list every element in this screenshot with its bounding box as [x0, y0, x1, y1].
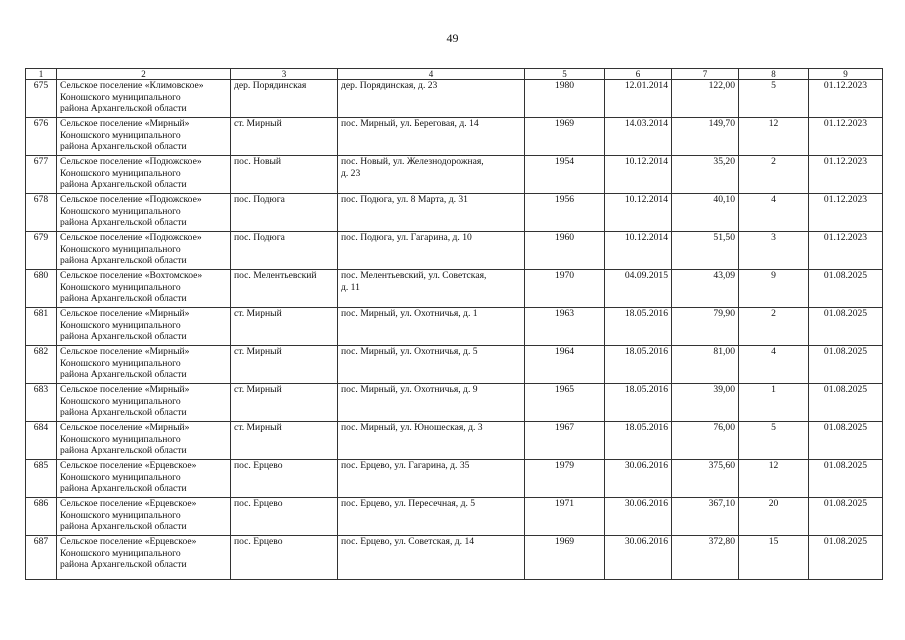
row-number-cell: 680 — [26, 270, 57, 308]
address-cell-line: пос. Новый, ул. Железнодорожная, — [341, 156, 484, 167]
column-header-6: 6 — [605, 69, 672, 80]
settlement-cell-line: Коношского муниципального — [60, 433, 181, 445]
locality-cell: пос. Ерцево — [231, 460, 338, 498]
locality-cell: ст. Мирный — [231, 308, 338, 346]
area-cell: 372,80 — [672, 536, 739, 580]
date-cell: 18.05.2016 — [605, 308, 672, 346]
year-cell: 1960 — [525, 232, 605, 270]
deadline-cell: 01.08.2025 — [809, 384, 883, 422]
address-cell — [338, 156, 525, 194]
address-cell-line: д. 11 — [341, 281, 360, 293]
count-cell: 4 — [739, 346, 809, 384]
settlement-cell-line: Сельское поселение «Ерцевское» — [60, 498, 197, 509]
row-number-cell: 686 — [26, 498, 57, 536]
year-cell: 1979 — [525, 460, 605, 498]
settlement-cell-line: Сельское поселение «Ерцевское» — [60, 536, 197, 547]
settlement-cell-line: Коношского муниципального — [60, 91, 181, 103]
locality-cell: пос. Ерцево — [231, 536, 338, 580]
row-number-cell: 679 — [26, 232, 57, 270]
address-cell-line: пос. Ерцево, ул. Пересечная, д. 5 — [341, 498, 476, 509]
settlement-cell-line: Сельское поселение «Мирный» — [60, 118, 190, 129]
settlement-cell-line: Сельское поселение «Мирный» — [60, 346, 190, 357]
count-cell: 2 — [739, 156, 809, 194]
settlement-cell-line: Коношского муниципального — [60, 129, 181, 141]
settlement-cell-line: Сельское поселение «Климовское» — [60, 80, 204, 91]
settlement-cell-line: района Архангельской области — [60, 559, 187, 571]
year-cell: 1971 — [525, 498, 605, 536]
settlement-cell-line: Сельское поселение «Подюжское» — [60, 156, 202, 167]
deadline-cell: 01.12.2023 — [809, 232, 883, 270]
area-cell: 375,60 — [672, 460, 739, 498]
date-cell: 30.06.2016 — [605, 498, 672, 536]
deadline-cell: 01.08.2025 — [809, 422, 883, 460]
year-cell: 1954 — [525, 156, 605, 194]
settlement-cell — [57, 422, 231, 460]
settlement-cell-line: Коношского муниципального — [60, 319, 181, 331]
settlement-cell — [57, 232, 231, 270]
settlement-cell — [57, 498, 231, 536]
settlement-cell — [57, 194, 231, 232]
settlement-cell-line: Коношского муниципального — [60, 205, 181, 217]
count-cell: 9 — [739, 270, 809, 308]
address-cell — [338, 460, 525, 498]
count-cell: 3 — [739, 232, 809, 270]
settlement-cell-line: района Архангельской области — [60, 407, 187, 419]
address-cell — [338, 422, 525, 460]
settlement-cell-line: района Архангельской области — [60, 445, 187, 457]
address-cell-line: пос. Ерцево, ул. Советская, д. 14 — [341, 536, 475, 547]
locality-cell: пос. Подюга — [231, 194, 338, 232]
address-cell — [338, 270, 525, 308]
settlement-cell-line: района Архангельской области — [60, 255, 187, 267]
date-cell: 10.12.2014 — [605, 156, 672, 194]
settlement-cell-line: района Архангельской области — [60, 293, 187, 305]
area-cell: 149,70 — [672, 118, 739, 156]
column-number-row — [26, 69, 883, 80]
row-number-cell: 687 — [26, 536, 57, 580]
settlement-cell-line: Коношского муниципального — [60, 167, 181, 179]
address-cell — [338, 498, 525, 536]
settlement-cell — [57, 460, 231, 498]
settlement-cell-line: Коношского муниципального — [60, 357, 181, 369]
column-header-5: 5 — [525, 69, 605, 80]
address-cell-line: пос. Мирный, ул. Береговая, д. 14 — [341, 118, 479, 129]
column-header-7: 7 — [672, 69, 739, 80]
date-cell: 18.05.2016 — [605, 346, 672, 384]
area-cell: 81,00 — [672, 346, 739, 384]
locality-cell: дер. Порядинская — [231, 80, 338, 118]
address-cell-line: пос. Мелентьевский, ул. Советская, — [341, 270, 487, 281]
locality-cell: ст. Мирный — [231, 118, 338, 156]
settlement-cell-line: района Архангельской области — [60, 483, 187, 495]
address-cell-line: пос. Подюга, ул. Гагарина, д. 10 — [341, 232, 472, 243]
area-cell: 39,00 — [672, 384, 739, 422]
table-row — [26, 384, 883, 422]
address-cell-line: пос. Подюга, ул. 8 Марта, д. 31 — [341, 194, 468, 205]
date-cell: 12.01.2014 — [605, 80, 672, 118]
settlement-cell-line: района Архангельской области — [60, 331, 187, 343]
settlement-cell — [57, 536, 231, 580]
deadline-cell: 01.08.2025 — [809, 308, 883, 346]
table-row — [26, 80, 883, 118]
area-cell: 79,90 — [672, 308, 739, 346]
area-cell: 367,10 — [672, 498, 739, 536]
table-row — [26, 346, 883, 384]
deadline-cell: 01.08.2025 — [809, 498, 883, 536]
locality-cell: ст. Мирный — [231, 422, 338, 460]
row-number-cell: 675 — [26, 80, 57, 118]
settlement-cell — [57, 80, 231, 118]
date-cell: 30.06.2016 — [605, 460, 672, 498]
locality-cell: ст. Мирный — [231, 346, 338, 384]
deadline-cell: 01.12.2023 — [809, 156, 883, 194]
locality-cell: ст. Мирный — [231, 384, 338, 422]
deadline-cell: 01.12.2023 — [809, 194, 883, 232]
registry-body — [26, 80, 883, 580]
year-cell: 1963 — [525, 308, 605, 346]
area-cell: 35,20 — [672, 156, 739, 194]
date-cell: 10.12.2014 — [605, 194, 672, 232]
settlement-cell — [57, 346, 231, 384]
table-row — [26, 118, 883, 156]
row-number-cell: 676 — [26, 118, 57, 156]
date-cell: 04.09.2015 — [605, 270, 672, 308]
address-cell-line: пос. Мирный, ул. Охотничья, д. 9 — [341, 384, 478, 395]
year-cell: 1964 — [525, 346, 605, 384]
settlement-cell-line: района Архангельской области — [60, 141, 187, 153]
address-cell — [338, 194, 525, 232]
area-cell: 76,00 — [672, 422, 739, 460]
settlement-cell-line: Сельское поселение «Мирный» — [60, 384, 190, 395]
column-header-2: 2 — [57, 69, 231, 80]
table-row — [26, 194, 883, 232]
row-number-cell: 683 — [26, 384, 57, 422]
settlement-cell-line: Сельское поселение «Мирный» — [60, 308, 190, 319]
settlement-cell-line: Сельское поселение «Мирный» — [60, 422, 190, 433]
registry-table — [25, 68, 883, 580]
date-cell: 18.05.2016 — [605, 384, 672, 422]
area-cell: 43,09 — [672, 270, 739, 308]
settlement-cell-line: Коношского муниципального — [60, 547, 181, 559]
settlement-cell-line: Сельское поселение «Вохтомское» — [60, 270, 203, 281]
deadline-cell: 01.08.2025 — [809, 460, 883, 498]
address-cell — [338, 536, 525, 580]
address-cell — [338, 384, 525, 422]
address-cell-line: дер. Порядинская, д. 23 — [341, 80, 438, 91]
count-cell: 12 — [739, 460, 809, 498]
settlement-cell-line: Коношского муниципального — [60, 509, 181, 521]
table-row — [26, 422, 883, 460]
column-header-4: 4 — [338, 69, 525, 80]
date-cell: 18.05.2016 — [605, 422, 672, 460]
count-cell: 2 — [739, 308, 809, 346]
address-cell-line: пос. Ерцево, ул. Гагарина, д. 35 — [341, 460, 470, 471]
deadline-cell: 01.08.2025 — [809, 346, 883, 384]
settlement-cell-line: Коношского муниципального — [60, 471, 181, 483]
deadline-cell: 01.08.2025 — [809, 536, 883, 580]
count-cell: 12 — [739, 118, 809, 156]
page-number: 49 — [446, 31, 459, 45]
row-number-cell: 685 — [26, 460, 57, 498]
count-cell: 4 — [739, 194, 809, 232]
settlement-cell-line: Сельское поселение «Подюжское» — [60, 232, 202, 243]
table-row — [26, 156, 883, 194]
settlement-cell — [57, 118, 231, 156]
date-cell: 14.03.2014 — [605, 118, 672, 156]
locality-cell: пос. Подюга — [231, 232, 338, 270]
row-number-cell: 681 — [26, 308, 57, 346]
settlement-cell — [57, 308, 231, 346]
settlement-cell — [57, 270, 231, 308]
settlement-cell-line: района Архангельской области — [60, 103, 187, 115]
count-cell: 1 — [739, 384, 809, 422]
settlement-cell-line: района Архангельской области — [60, 179, 187, 191]
column-header-8: 8 — [739, 69, 809, 80]
address-cell — [338, 346, 525, 384]
settlement-cell-line: Коношского муниципального — [60, 395, 181, 407]
address-cell-line: пос. Мирный, ул. Охотничья, д. 5 — [341, 346, 478, 357]
column-header-9: 9 — [809, 69, 883, 80]
address-cell — [338, 232, 525, 270]
settlement-cell-line: района Архангельской области — [60, 217, 187, 229]
year-cell: 1967 — [525, 422, 605, 460]
row-number-cell: 682 — [26, 346, 57, 384]
table-row — [26, 232, 883, 270]
year-cell: 1969 — [525, 118, 605, 156]
table-row — [26, 270, 883, 308]
count-cell: 15 — [739, 536, 809, 580]
address-cell-line: д. 23 — [341, 167, 361, 179]
settlement-cell-line: Коношского муниципального — [60, 281, 181, 293]
year-cell: 1980 — [525, 80, 605, 118]
settlement-cell-line: Коношского муниципального — [60, 243, 181, 255]
table-row — [26, 498, 883, 536]
table-row — [26, 308, 883, 346]
year-cell: 1965 — [525, 384, 605, 422]
date-cell: 10.12.2014 — [605, 232, 672, 270]
address-cell — [338, 80, 525, 118]
count-cell: 5 — [739, 422, 809, 460]
date-cell: 30.06.2016 — [605, 536, 672, 580]
address-cell — [338, 118, 525, 156]
year-cell: 1956 — [525, 194, 605, 232]
deadline-cell: 01.08.2025 — [809, 270, 883, 308]
settlement-cell — [57, 384, 231, 422]
table-row — [26, 460, 883, 498]
year-cell: 1969 — [525, 536, 605, 580]
row-number-cell: 684 — [26, 422, 57, 460]
locality-cell: пос. Ерцево — [231, 498, 338, 536]
settlement-cell — [57, 156, 231, 194]
deadline-cell: 01.12.2023 — [809, 80, 883, 118]
address-cell-line: пос. Мирный, ул. Юношеская, д. 3 — [341, 422, 483, 433]
settlement-cell-line: района Архангельской области — [60, 369, 187, 381]
settlement-cell-line: Сельское поселение «Ерцевское» — [60, 460, 197, 471]
column-header-3: 3 — [231, 69, 338, 80]
deadline-cell: 01.12.2023 — [809, 118, 883, 156]
column-header-1: 1 — [26, 69, 57, 80]
settlement-cell-line: района Архангельской области — [60, 521, 187, 533]
area-cell: 122,00 — [672, 80, 739, 118]
address-cell — [338, 308, 525, 346]
count-cell: 20 — [739, 498, 809, 536]
table-row — [26, 536, 883, 580]
settlement-cell-line: Сельское поселение «Подюжское» — [60, 194, 202, 205]
year-cell: 1970 — [525, 270, 605, 308]
row-number-cell: 677 — [26, 156, 57, 194]
row-number-cell: 678 — [26, 194, 57, 232]
area-cell: 40,10 — [672, 194, 739, 232]
locality-cell: пос. Новый — [231, 156, 338, 194]
locality-cell: пос. Мелентьевский — [231, 270, 338, 308]
address-cell-line: пос. Мирный, ул. Охотничья, д. 1 — [341, 308, 478, 319]
count-cell: 5 — [739, 80, 809, 118]
area-cell: 51,50 — [672, 232, 739, 270]
